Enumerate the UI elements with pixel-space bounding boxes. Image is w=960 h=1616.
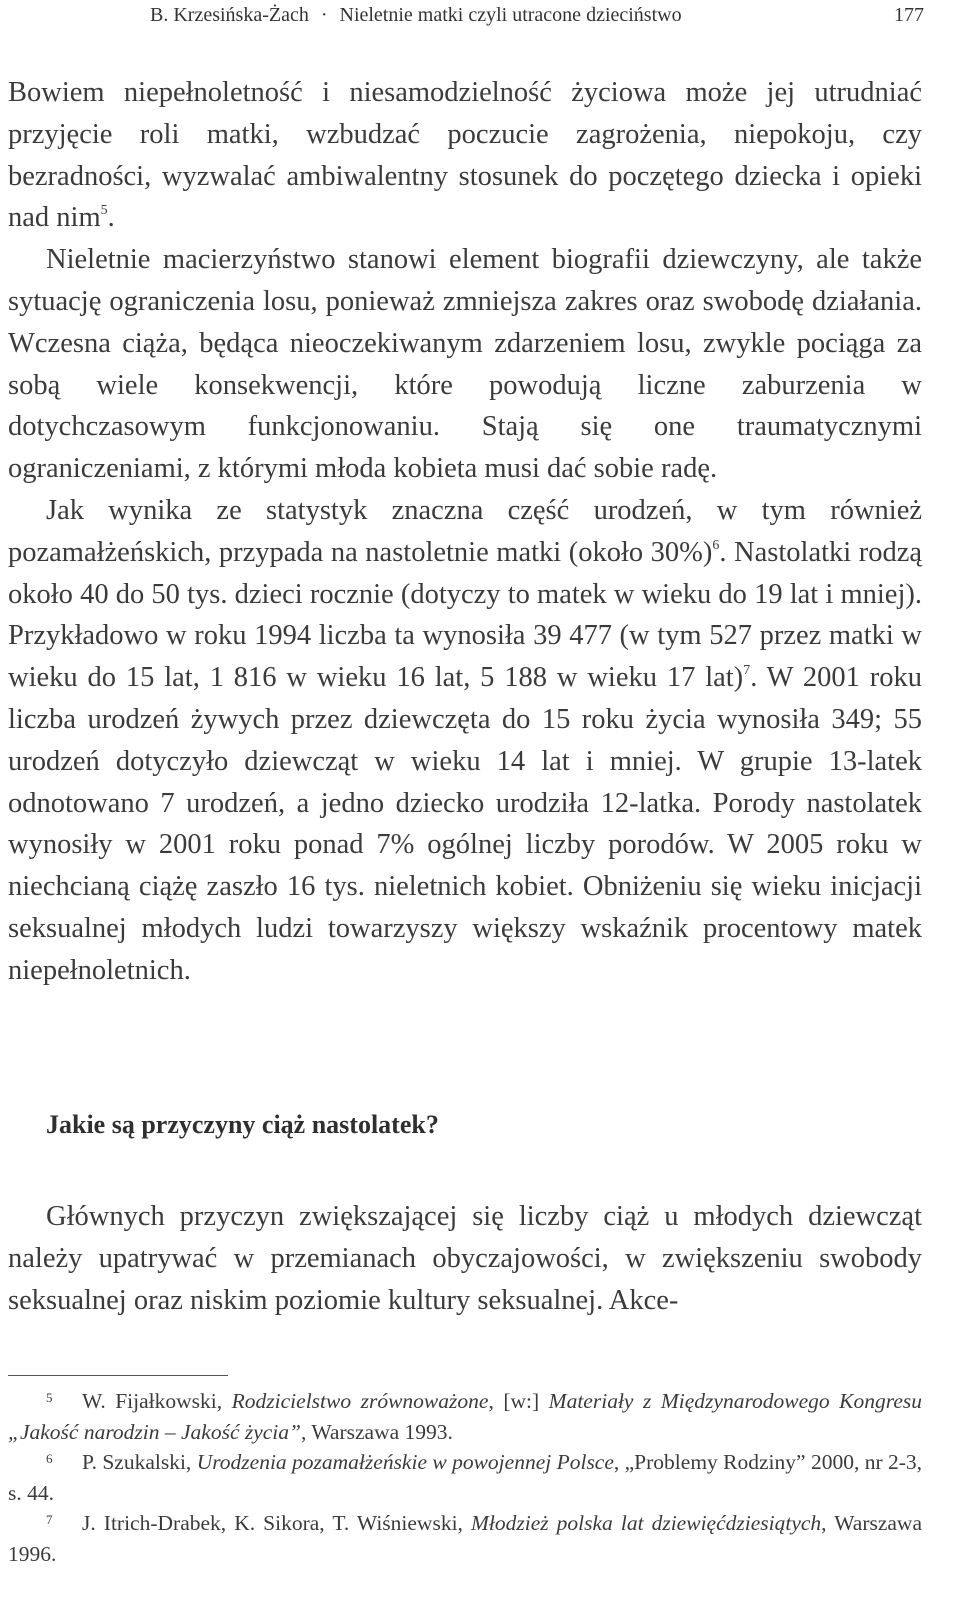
- footnote-text: , Warszawa 1996.: [8, 1511, 923, 1566]
- footnote-text: P. Szukalski,: [82, 1450, 197, 1474]
- footnote-ref-6[interactable]: 6: [712, 537, 720, 553]
- footnote-text: , [w:]: [488, 1389, 549, 1413]
- paragraph-3: [8, 490, 922, 992]
- section-heading: Jakie są przyczyny ciąż nastolatek?: [46, 1110, 439, 1139]
- footnote-italic-title: Materiały z Międzynarodowego Kongresu „Jakość narodzin – Jakość życia”: [8, 1389, 922, 1444]
- footnote-ref-5[interactable]: 5: [100, 203, 108, 219]
- running-head-title: [150, 4, 682, 27]
- footnote-ref-7[interactable]: 7: [743, 663, 751, 679]
- paragraph-3-part-a: Jak wynika ze statystyk znaczna część urodzeń, w tym również pozamałżeńskich, przypada na nastoletnie matki (około 30%): [8, 494, 922, 568]
- running-head-separator: ·: [320, 4, 328, 26]
- footnote-6: 6 P. Szukalski, Urodzenia pozamałżeńskie w powojennej Polsce, „Problemy Rodziny” 2000, nr 2-3, s. 44.: [8, 1450, 923, 1505]
- footnote-italic-title: Rodzicielstwo zrównoważone: [231, 1389, 489, 1413]
- main-text: [8, 72, 922, 992]
- footnote-text: , Warszawa 1993.: [301, 1419, 453, 1444]
- running-head: [0, 4, 960, 34]
- paragraph-4: Głównych przyczyn zwiększającej się liczby ciąż u młodych dziewcząt należy upatrywać w przemianach obyczajowości, w zwiększeniu swobody seksualnej oraz niskim poziomie kultury seksualnej. Akce-: [8, 1201, 922, 1316]
- footnote-divider: [8, 1375, 228, 1376]
- running-head-chapter: Nieletnie matki czyli utracone dzieciństwo: [339, 4, 682, 26]
- footnote-italic-title: Urodzenia pozamałżeńskie w powojennej Polsce: [196, 1450, 614, 1474]
- section-text: [8, 1196, 922, 1321]
- running-head-author: B. Krzesińska-Żach: [150, 4, 309, 26]
- paragraph-3-part-c: . W 2001 roku liczba urodzeń żywych przez dziewczęta do 15 roku życia wynosiła 349; 55 urodzeń dotyczyło dziewcząt w wieku 14 lat i mniej. W grupie 13-latek odnotowano 7 urodzeń, a jedno dziecko urodziła 12-latka. Porody nastolatek wynosiły w 2001 roku ponad 7% ogólnej liczby porodów. W 2005 roku w niechcianą ciążę zaszło 16 tys. nieletnich kobiet. Obniżeniu się wieku inicjacji seksualnej młodych ludzi towarzyszy większy wskaźnik procentowy matek niepełnoletnich.: [8, 662, 922, 986]
- footnote-5: 5 W. Fijałkowski, Rodzicielstwo zrównoważone, [w:] Materiały z Międzynarodowego Kongresu „Jakość narodzin – Jakość życia”, Warszawa 1993.: [8, 1389, 922, 1444]
- paragraph-1: [8, 72, 922, 239]
- paragraph-1-end: .: [107, 202, 115, 234]
- footnote-text: , „Problemy Rodziny” 2000, nr 2-3, s. 44.: [8, 1450, 923, 1505]
- paragraph-2: Nieletnie macierzyństwo stanowi element biografii dziewczyny, ale także sytuację ograniczenia losu, ponieważ zmniejsza zakres oraz swobodę działania. Wczesna ciąża, będąca nieoczekiwanym zdarzeniem losu, zwykle pociąga za sobą wiele konsekwencji, które powodują liczne zaburzenia w dotychczasowym funkcjonowaniu. Stają się one traumatycznymi ograniczeniami, z którymi młoda kobieta musi dać sobie radę.: [8, 244, 922, 485]
- footnote-7: 7 J. Itrich-Drabek, K. Sikora, T. Wiśniewski, Młodzież polska lat dziewięćdziesiątych, Warszawa 1996.: [8, 1511, 923, 1566]
- footnote-text: J. Itrich-Drabek, K. Sikora, T. Wiśniewski,: [82, 1511, 471, 1535]
- paragraph-1-text: Bowiem niepełnoletność i niesamodzielność życiowa może jej utrudniać przyjęcie roli matki, wzbudzać poczucie zagrożenia, niepokoju, czy bezradności, wyzwalać ambiwalentny stosunek do poczętego dziecka i opieki nad nim: [8, 77, 922, 234]
- paragraph-3-part-b: . Nastolatki rodzą około 40 do 50 tys. dzieci rocznie (dotyczy to matek w wieku do 19 lat i mniej). Przykładowo w roku 1994 liczba ta wynosiła 39 477 (w tym 527 przez matki w wieku do 15 lat, 1 816 w wieku 16 lat, 5 188 w wieku 17 lat): [8, 536, 923, 694]
- page-number: 177: [894, 4, 924, 26]
- footnote-text: W. Fijałkowski,: [82, 1389, 232, 1413]
- footnotes: [8, 1386, 922, 1569]
- footnote-italic-title: Młodzież polska lat dziewięćdziesiątych: [470, 1511, 822, 1535]
